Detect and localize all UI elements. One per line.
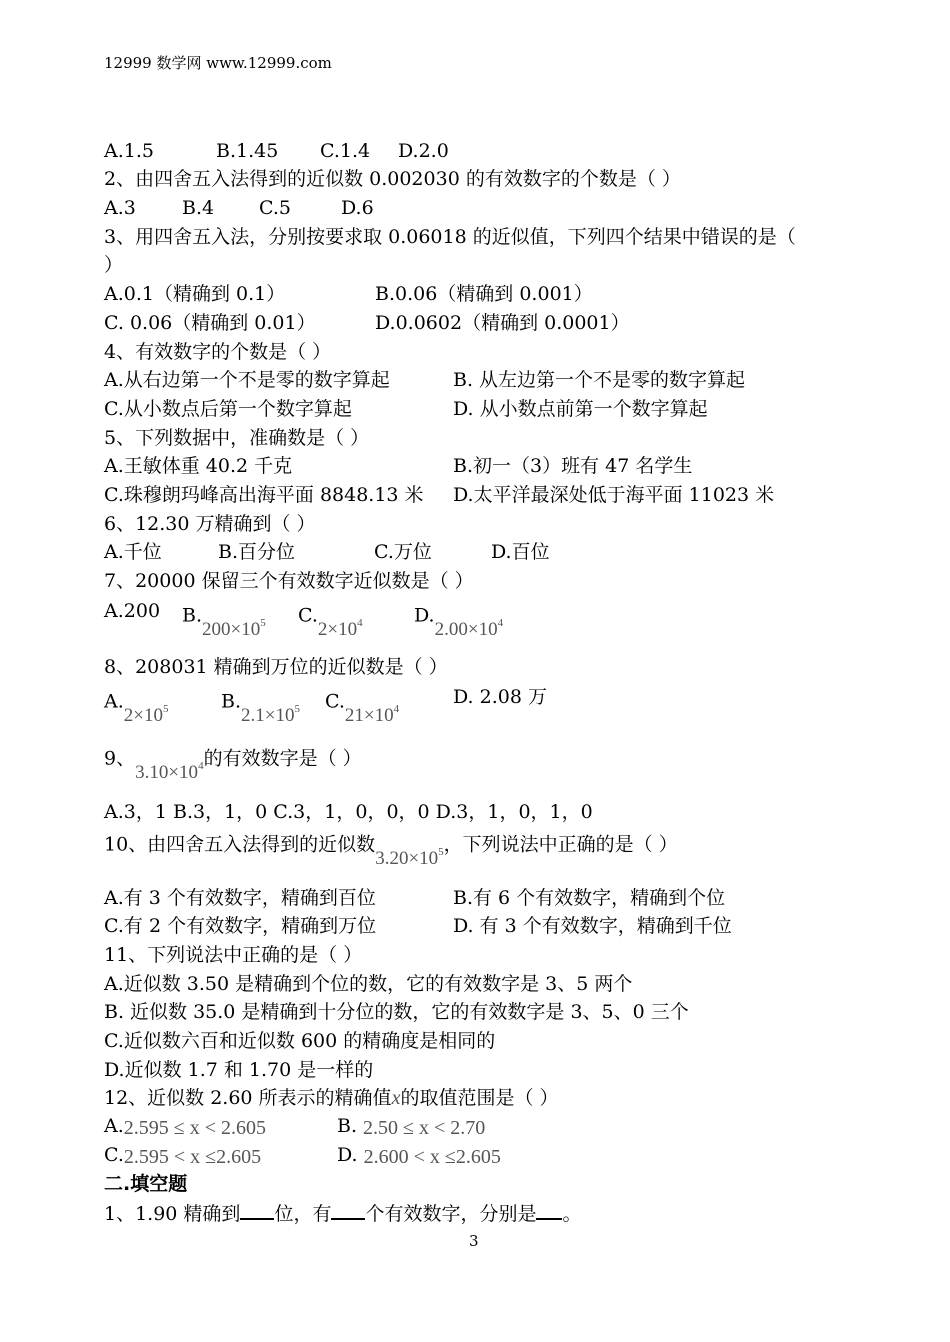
q12-option-d-label: D. (337, 1144, 358, 1166)
q8-option-b-exp: 5 (294, 703, 300, 715)
q8-option-c-math (345, 705, 399, 726)
q10-math-base: 3.20×10 (375, 848, 439, 870)
q8-option-d: D. 2.08 万 (453, 686, 547, 708)
q3-stem-cont: ） (104, 254, 124, 276)
q4-option-d: D. 从小数点前第一个数字算起 (453, 398, 708, 420)
q4-stem: 4、有效数字的个数是（ ） (104, 341, 332, 363)
q10-stem (104, 827, 678, 871)
q9-stem-text: 的有效数字是（ ） (203, 747, 362, 770)
q11-option-a: A.近似数 3.50 是精确到个位的数，它的有效数字是 3、5 两个 (104, 973, 633, 995)
q5-option-d: D.太平洋最深处低于海平面 11023 米 (453, 484, 775, 506)
q8-option-a-base: 2×10 (123, 705, 163, 727)
q7-option-d-base: 2.00×10 (434, 619, 498, 641)
q9-stem (104, 741, 362, 785)
q12-option-c (104, 1142, 261, 1168)
q12-option-b-math: 2.50 ≤ x < 2.70 (363, 1117, 486, 1139)
q5-stem: 5、下列数据中，准确数是（ ） (104, 427, 370, 449)
q2-stem: 2、由四舍五入法得到的近似数 0.002030 的有效数字的个数是（ ） (104, 168, 681, 190)
q10-math (375, 848, 443, 869)
q7-option-b-math (202, 619, 266, 640)
q9-options: A.3，1 B.3，1，0 C.3，1，0，0，0 D.3，1，0，1，0 (104, 801, 593, 823)
q10-option-c: C.有 2 个有效数字，精确到万位 (104, 915, 377, 937)
q12-stem-text: 12、近似数 2.60 所表示的精确值 (104, 1087, 392, 1109)
q7-stem: 7、20000 保留三个有效数字近似数是（ ） (104, 570, 474, 592)
q8-option-b-math (241, 705, 300, 726)
q12-option-d-math: 2.600 < x ≤2.605 (363, 1146, 501, 1168)
q11-stem: 11、下列说法中正确的是（ ） (104, 944, 363, 966)
q8-option-c-exp: 4 (393, 703, 400, 715)
fill-q1-part2: 位，有 (274, 1203, 332, 1225)
q8-option-a-label: A. (104, 690, 124, 713)
q6-option-a: A.千位 (104, 541, 162, 563)
q8-option-c-label: C. (325, 690, 345, 713)
fill-q1-part1: 1、1.90 精确到 (104, 1203, 241, 1225)
q10-option-b: B.有 6 个有效数字，精确到个位 (453, 887, 726, 909)
q2-option-c: C.5 (259, 197, 291, 219)
q8-option-b-label: B. (221, 690, 242, 713)
q5-option-b: B.初一（3）班有 47 名学生 (453, 455, 693, 477)
q2-option-d: D.6 (341, 197, 374, 219)
q12-option-b-label: B. (337, 1115, 358, 1137)
q7-option-c-base: 2×10 (317, 619, 358, 641)
q8-option-c-base: 21×10 (344, 705, 394, 727)
q7-option-a: A.200 (104, 600, 161, 622)
q5-option-c: C.珠穆朗玛峰高出海平面 8848.13 米 (104, 484, 424, 506)
q9-math-exp: 4 (198, 760, 204, 772)
q9-number: 9、 (104, 747, 136, 770)
fill-q1-blank-2[interactable] (331, 1200, 365, 1220)
q7-option-c-label: C. (298, 604, 318, 627)
q6-option-c: C.万位 (374, 541, 432, 563)
q11-option-d: D.近似数 1.7 和 1.70 是一样的 (104, 1059, 374, 1081)
q10-stem-end: ，下列说法中正确的是（ ） (443, 833, 678, 856)
q3-option-a: A.0.1（精确到 0.1） (104, 283, 286, 305)
q10-math-exp: 5 (438, 846, 444, 858)
q1-option-d: D.2.0 (398, 140, 449, 162)
q9-math (135, 762, 203, 783)
q2-option-b: B.4 (182, 197, 215, 219)
q3-stem: 3、用四舍五入法，分别按要求取 0.06018 的近似值，下列四个结果中错误的是（ (104, 226, 796, 248)
q4-option-c: C.从小数点后第一个数字算起 (104, 398, 352, 420)
q11-option-c: C.近似数六百和近似数 600 的精确度是相同的 (104, 1030, 496, 1052)
q10-stem-text: 10、由四舍五入法得到的近似数 (104, 833, 376, 856)
q7-option-b-label: B. (182, 604, 203, 627)
q12-variable: x (391, 1087, 401, 1109)
q8-option-a-exp: 5 (162, 703, 169, 715)
q6-option-d: D.百位 (491, 541, 550, 563)
q12-stem (104, 1085, 559, 1111)
q5-option-a: A.王敏体重 40.2 千克 (104, 455, 293, 477)
q7-option-c-exp: 4 (357, 617, 363, 629)
fill-q1-part3: 个有效数字，分别是 (365, 1203, 537, 1225)
q12-option-c-label: C. (104, 1144, 124, 1166)
page-number: 3 (469, 1232, 479, 1250)
q4-option-b: B. 从左边第一个不是零的数字算起 (453, 369, 746, 391)
q12-stem-end: 的取值范围是（ ） (400, 1087, 559, 1109)
fill-q1-part4: 。 (562, 1203, 582, 1225)
q3-option-d: D.0.0602（精确到 0.0001） (375, 312, 630, 334)
q1-option-b: B.1.45 (216, 140, 279, 162)
q7-option-d-math (435, 619, 503, 640)
q7-option-b-exp: 5 (260, 617, 266, 629)
q11-option-b: B. 近似数 35.0 是精确到十分位的数，它的有效数字是 3、5、0 三个 (104, 1001, 689, 1023)
q10-option-a: A.有 3 个有效数字，精确到百位 (104, 887, 376, 909)
q10-option-d: D. 有 3 个有效数字，精确到千位 (453, 915, 732, 937)
q12-option-b (337, 1113, 485, 1139)
q6-stem: 6、12.30 万精确到（ ） (104, 513, 316, 535)
q6-option-b: B.百分位 (218, 541, 296, 563)
q1-option-a: A.1.5 (104, 140, 154, 162)
q8-option-a-math (124, 705, 169, 726)
q2-option-a: A.3 (104, 197, 136, 219)
q1-option-c: C.1.4 (320, 140, 371, 162)
q3-option-c: C. 0.06（精确到 0.01） (104, 312, 316, 334)
q12-option-a (104, 1113, 266, 1139)
q12-option-c-math: 2.595 < x ≤2.605 (123, 1146, 262, 1168)
q4-option-a: A.从右边第一个不是零的数字算起 (104, 369, 390, 391)
q7-option-b-base: 200×10 (202, 619, 261, 641)
q12-option-a-math: 2.595 ≤ x < 2.605 (123, 1117, 267, 1139)
page-header: 12999 数学网 www.12999.com (104, 54, 332, 72)
fill-q1-blank-1[interactable] (240, 1200, 274, 1220)
fill-q1-blank-3[interactable] (536, 1200, 562, 1220)
q7-option-c-math (318, 619, 363, 640)
fill-q1 (104, 1200, 581, 1227)
section-title: 二.填空题 (104, 1173, 188, 1195)
q8-stem: 8、208031 精确到万位的近似数是（ ） (104, 656, 448, 678)
q9-math-base: 3.10×10 (135, 762, 199, 784)
q7-option-d-label: D. (414, 604, 435, 627)
q12-option-d (337, 1142, 501, 1168)
q12-option-a-label: A. (104, 1115, 124, 1137)
q8-option-b-base: 2.1×10 (241, 705, 295, 727)
q3-option-b: B.0.06（精确到 0.001） (375, 283, 593, 305)
q7-option-d-exp: 4 (497, 617, 504, 629)
